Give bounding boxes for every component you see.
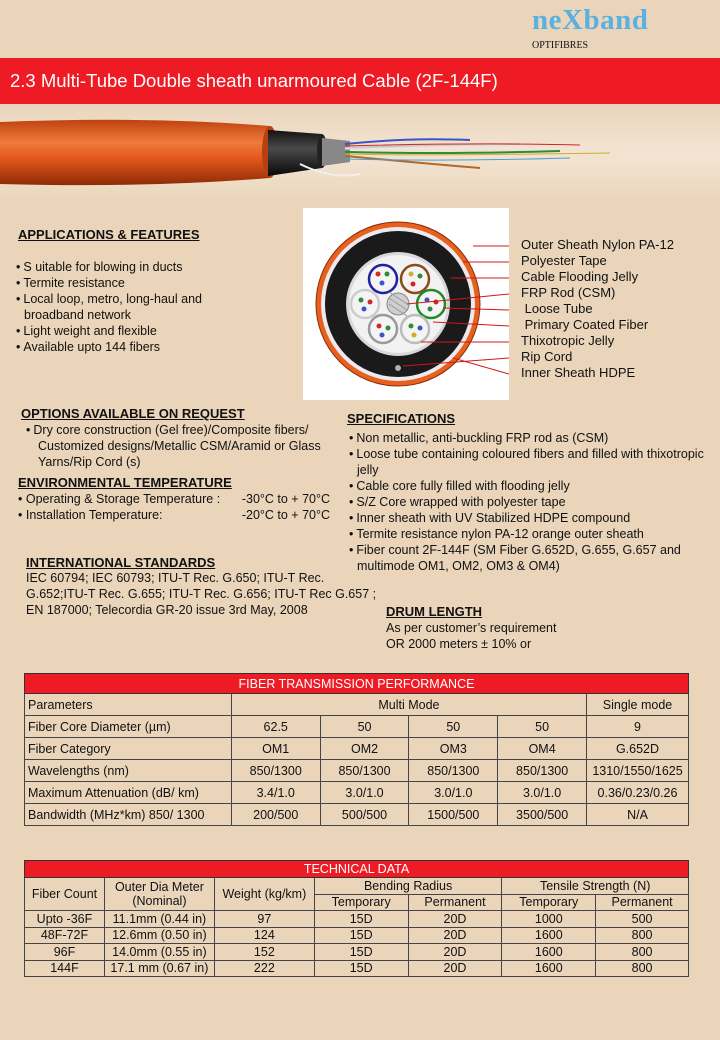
table-cell: 50 — [320, 716, 409, 738]
tech-header-bending: Bending Radius — [314, 878, 502, 895]
table-cell: 850/1300 — [320, 760, 409, 782]
table-cell: 124 — [214, 927, 314, 944]
standards-text: IEC 60794; IEC 60793; ITU-T Rec. G.650; ITU-T Rec. G.652;ITU-T Rec. G.655; ITU-T Rec. G.656; ITU-T Rec G.657 ; EN 187000; Telecordia GR-20 issue 3rd May, 2008 — [26, 571, 377, 617]
table-cell: 850/1300 — [231, 760, 320, 782]
table-cell: 200/500 — [231, 804, 320, 826]
table-cell: 11.1mm (0.44 in) — [104, 911, 214, 928]
title-bar — [0, 58, 720, 104]
table-cell: 15D — [314, 944, 408, 961]
table-cell: 20D — [408, 960, 502, 977]
table-cell: 800 — [596, 960, 689, 977]
cable-cross-section — [303, 208, 509, 400]
table-cell: Maximum Attenuation (dB/ km) — [25, 782, 232, 804]
table-cell: 50 — [409, 716, 498, 738]
table-cell: 222 — [214, 960, 314, 977]
list-item: • Cable core fully filled with flooding jelly — [345, 478, 710, 494]
tech-header-count: Fiber Count — [25, 878, 105, 911]
list-item: • Available upto 144 fibers — [12, 339, 232, 355]
options-list — [14, 422, 324, 470]
table-cell: 20D — [408, 927, 502, 944]
perf-table-title: FIBER TRANSMISSION PERFORMANCE — [25, 674, 689, 694]
brand-tagline: OPTIFIBRES — [532, 40, 589, 51]
applications-list — [12, 259, 232, 355]
tech-header-dia-line1: Outer Dia Meter — [114, 880, 204, 894]
specifications-heading: SPECIFICATIONS — [347, 411, 456, 426]
table-cell: 48F-72F — [25, 927, 105, 944]
cable-photo-illustration — [0, 104, 720, 204]
table-cell: Fiber Core Diameter (µm) — [25, 716, 232, 738]
table-cell: 9 — [587, 716, 689, 738]
list-item: • Termite resistance — [12, 275, 232, 291]
label-inner-sheath: Inner Sheath HDPE — [521, 365, 636, 380]
table-row — [25, 911, 689, 928]
environment-rows — [18, 491, 338, 523]
table-cell: G.652D — [587, 738, 689, 760]
env-value: -20°C to + 70°C — [241, 508, 330, 522]
label-primary-fiber: Primary Coated Fiber — [521, 317, 649, 332]
tech-header-bend-temporary: Temporary — [314, 894, 408, 911]
drum-line-1: As per customer’s requirement — [386, 621, 557, 635]
table-cell: 800 — [596, 927, 689, 944]
table-cell: 152 — [214, 944, 314, 961]
table-cell: 1000 — [502, 911, 596, 928]
env-label: Operating & Storage Temperature : — [25, 492, 221, 506]
env-row-operating: • Operating & Storage Temperature : -30°C to + 70°C — [18, 492, 330, 506]
table-cell: Bandwidth (MHz*km) 850/ 1300 — [25, 804, 232, 826]
table-cell: 800 — [596, 944, 689, 961]
perf-header-params: Parameters — [25, 694, 232, 716]
fiber-performance-table — [24, 673, 689, 826]
list-item: • Dry core construction (Gel free)/Composite fibers/ Customized designs/Metallic CSM/Aramid or Glass Yarns/Rip Cord (s) — [14, 422, 324, 470]
standards-heading: INTERNATIONAL STANDARDS — [26, 555, 216, 570]
table-row — [25, 804, 689, 826]
table-row — [25, 960, 689, 977]
table-cell: OM1 — [231, 738, 320, 760]
list-item: • Inner sheath with UV Stabilized HDPE compound — [345, 510, 710, 526]
table-cell: 0.36/0.23/0.26 — [587, 782, 689, 804]
perf-header-singlemode: Single mode — [587, 694, 689, 716]
table-cell: 97 — [214, 911, 314, 928]
table-cell: 3.0/1.0 — [498, 782, 587, 804]
label-rip-cord: Rip Cord — [521, 349, 573, 364]
tech-header-bend-permanent: Permanent — [408, 894, 502, 911]
tech-table-title: TECHNICAL DATA — [25, 861, 689, 878]
page-title: 2.3 Multi-Tube Double sheath unarmoured Cable (2F-144F) — [10, 70, 498, 91]
tech-header-tensile-temporary: Temporary — [502, 894, 596, 911]
drum-heading: DRUM LENGTH — [386, 604, 483, 619]
table-cell: 17.1 mm (0.67 in) — [104, 960, 214, 977]
table-row — [25, 738, 689, 760]
list-item: • Loose tube containing coloured fibers and filled with thixotropic jelly — [345, 446, 710, 478]
env-row-installation: • Installation Temperature: -20°C to + 70°C — [18, 508, 330, 522]
table-cell: 14.0mm (0.55 in) — [104, 944, 214, 961]
list-item: • Termite resistance nylon PA-12 orange outer sheath — [345, 526, 710, 542]
applications-heading: APPLICATIONS & FEATURES — [18, 227, 200, 242]
list-item: • Light weight and flexible — [12, 323, 232, 339]
table-cell: 144F — [25, 960, 105, 977]
tech-header-dia — [104, 878, 214, 911]
options-heading: OPTIONS AVAILABLE ON REQUEST — [21, 406, 245, 421]
perf-header-multimode: Multi Mode — [231, 694, 586, 716]
tech-header-dia-line2: (Nominal) — [132, 894, 187, 908]
table-cell: 12.6mm (0.50 in) — [104, 927, 214, 944]
table-cell: Wavelengths (nm) — [25, 760, 232, 782]
label-polyester-tape: Polyester Tape — [521, 253, 607, 268]
table-cell: OM3 — [409, 738, 498, 760]
label-loose-tube: Loose Tube — [521, 301, 593, 316]
table-row — [25, 782, 689, 804]
brand-header — [0, 0, 720, 58]
table-cell: Fiber Category — [25, 738, 232, 760]
table-cell: 50 — [498, 716, 587, 738]
cross-section-labels — [521, 237, 674, 381]
table-cell: 1600 — [502, 944, 596, 961]
table-row — [25, 944, 689, 961]
table-cell: 500 — [596, 911, 689, 928]
tech-header-weight: Weight (kg/km) — [214, 878, 314, 911]
table-cell: 15D — [314, 911, 408, 928]
table-cell: 3500/500 — [498, 804, 587, 826]
label-outer-sheath: Outer Sheath Nylon PA-12 — [521, 237, 674, 252]
label-frp-rod: FRP Rod (CSM) — [521, 285, 616, 300]
table-cell: 62.5 — [231, 716, 320, 738]
table-cell: 15D — [314, 927, 408, 944]
table-cell: 15D — [314, 960, 408, 977]
env-value: -30°C to + 70°C — [241, 492, 330, 506]
table-cell: 20D — [408, 944, 502, 961]
drum-line-2: OR 2000 meters ± 10% or — [386, 637, 532, 651]
table-cell: 3.0/1.0 — [320, 782, 409, 804]
tech-header-tensile: Tensile Strength (N) — [502, 878, 689, 895]
table-cell: OM2 — [320, 738, 409, 760]
table-cell: OM4 — [498, 738, 587, 760]
table-row — [25, 927, 689, 944]
table-cell: 3.0/1.0 — [409, 782, 498, 804]
table-row — [25, 716, 689, 738]
table-cell: 500/500 — [320, 804, 409, 826]
list-item: • Fiber count 2F-144F (SM Fiber G.652D, G.655, G.657 and multimode OM1, OM2, OM3 & OM4) — [345, 542, 710, 574]
tech-header-tensile-permanent: Permanent — [596, 894, 689, 911]
table-cell: 850/1300 — [498, 760, 587, 782]
list-item: • Local loop, metro, long-haul and broadband network — [12, 291, 232, 323]
table-cell: Upto -36F — [25, 911, 105, 928]
list-item: • S/Z Core wrapped with polyester tape — [345, 494, 710, 510]
specifications-list — [345, 430, 710, 574]
table-cell: 1600 — [502, 960, 596, 977]
brand-logo: neXband — [532, 4, 649, 36]
label-thixotropic-jelly: Thixotropic Jelly — [521, 333, 615, 348]
technical-data-table — [24, 860, 689, 977]
label-flooding-jelly: Cable Flooding Jelly — [521, 269, 639, 284]
table-cell: 20D — [408, 911, 502, 928]
table-row — [25, 760, 689, 782]
environment-heading: ENVIRONMENTAL TEMPERATURE — [18, 475, 232, 490]
table-cell: 1500/500 — [409, 804, 498, 826]
list-item: • Non metallic, anti-buckling FRP rod as (CSM) — [345, 430, 710, 446]
list-item: • S uitable for blowing in ducts — [12, 259, 232, 275]
table-cell: 1310/1550/1625 — [587, 760, 689, 782]
table-cell: 96F — [25, 944, 105, 961]
table-cell: 1600 — [502, 927, 596, 944]
table-cell: 850/1300 — [409, 760, 498, 782]
table-cell: N/A — [587, 804, 689, 826]
drum-text — [386, 620, 556, 652]
table-cell: 3.4/1.0 — [231, 782, 320, 804]
env-label: Installation Temperature: — [25, 508, 163, 522]
